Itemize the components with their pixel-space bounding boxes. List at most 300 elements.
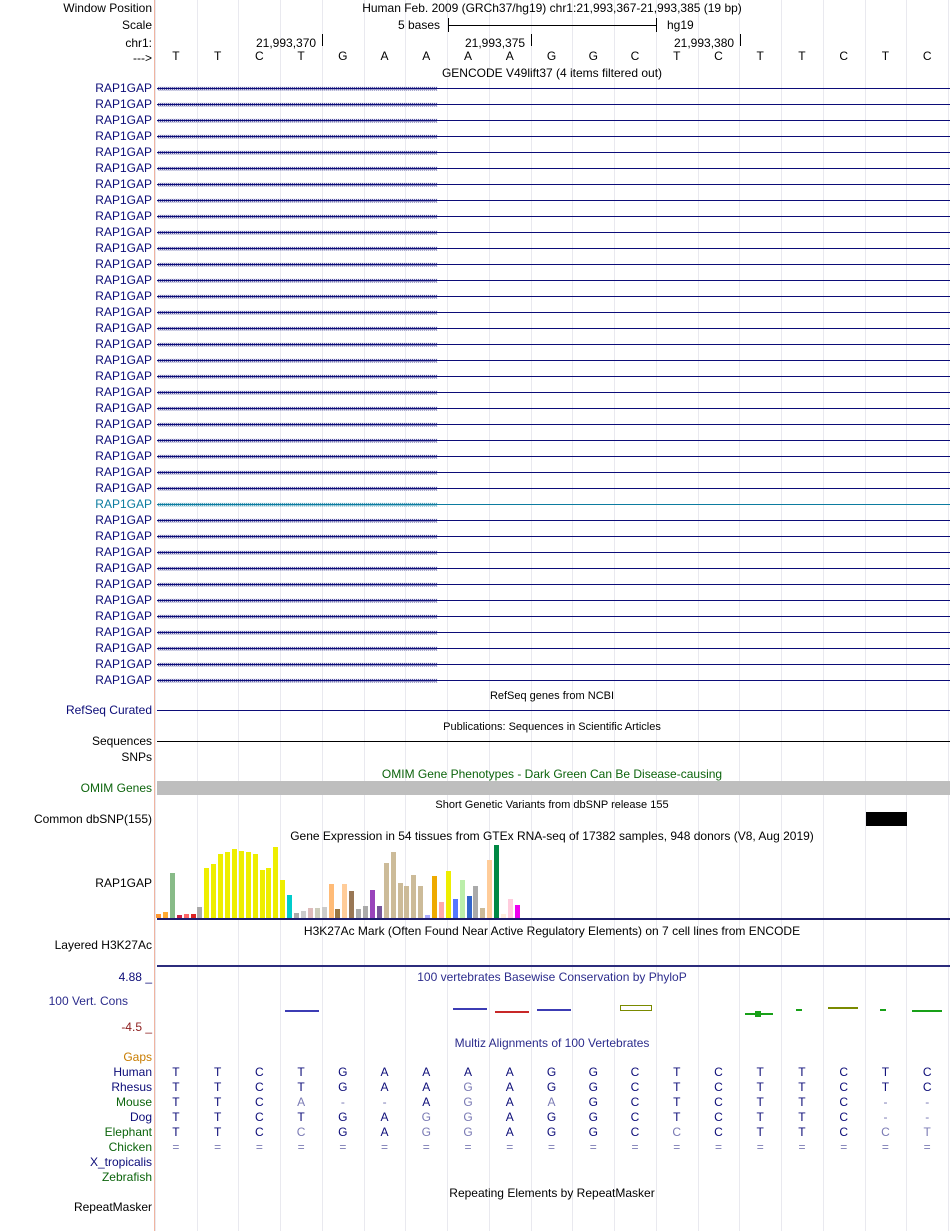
alignment-base: C [630,1125,640,1139]
gtex-tissue-bar[interactable] [218,854,223,918]
phylop-min-label: -4.5 _ [121,1020,152,1034]
base-letter: T [756,49,764,63]
omim-genes-label[interactable]: OMIM Genes [80,781,152,795]
alignment-base: T [923,1125,931,1139]
scale-bar-right-end [656,18,657,32]
alignment-base: C [881,1125,890,1139]
gtex-tissue-bar[interactable] [480,908,485,918]
strand-direction-arrows: ‹‹‹‹‹‹‹‹‹‹‹‹‹‹‹‹‹‹‹‹‹‹‹‹‹‹‹‹‹‹‹‹‹‹‹‹‹‹‹‹‹‹‹‹‹‹‹‹‹‹‹‹‹‹‹‹‹‹‹‹‹‹‹‹‹‹‹‹‹‹‹‹‹‹‹‹‹‹‹‹‹‹‹‹‹‹‹‹‹‹‹‹‹‹‹‹‹‹‹‹‹‹‹‹‹‹‹‹‹‹‹‹‹‹‹‹‹‹‹‹‹‹‹‹‹‹‹‹‹‹‹‹‹‹‹‹‹‹‹‹ [157,421,437,428]
alignment-base: C [255,1110,264,1124]
gtex-tissue-bar[interactable] [384,863,389,918]
gtex-tissue-bar[interactable] [432,876,437,918]
alignment-base: C [630,1095,640,1109]
alignment-base: T [756,1095,764,1109]
base-letter: C [839,49,849,63]
strand-direction-arrows: ‹‹‹‹‹‹‹‹‹‹‹‹‹‹‹‹‹‹‹‹‹‹‹‹‹‹‹‹‹‹‹‹‹‹‹‹‹‹‹‹‹‹‹‹‹‹‹‹‹‹‹‹‹‹‹‹‹‹‹‹‹‹‹‹‹‹‹‹‹‹‹‹‹‹‹‹‹‹‹‹‹‹‹‹‹‹‹‹‹‹‹‹‹‹‹‹‹‹‹‹‹‹‹‹‹‹‹‹‹‹‹‹‹‹‹‹‹‹‹‹‹‹‹‹‹‹‹‹‹‹‹‹‹‹‹‹‹‹‹‹ [157,597,437,604]
alignment-base: A [505,1125,514,1139]
gtex-tissue-bar[interactable] [211,864,216,918]
alignment-base: = [214,1140,222,1154]
phylop-track-title: 100 vertebrates Basewise Conservation by PhyloP [417,970,687,984]
gtex-tissue-bar[interactable] [411,875,416,918]
alignment-base: C [255,1065,264,1079]
strand-direction-arrows: ‹‹‹‹‹‹‹‹‹‹‹‹‹‹‹‹‹‹‹‹‹‹‹‹‹‹‹‹‹‹‹‹‹‹‹‹‹‹‹‹‹‹‹‹‹‹‹‹‹‹‹‹‹‹‹‹‹‹‹‹‹‹‹‹‹‹‹‹‹‹‹‹‹‹‹‹‹‹‹‹‹‹‹‹‹‹‹‹‹‹‹‹‹‹‹‹‹‹‹‹‹‹‹‹‹‹‹‹‹‹‹‹‹‹‹‹‹‹‹‹‹‹‹‹‹‹‹‹‹‹‹‹‹‹‹‹‹‹‹‹ [157,85,437,92]
alignment-base: = [172,1140,180,1154]
strand-direction-arrows: ‹‹‹‹‹‹‹‹‹‹‹‹‹‹‹‹‹‹‹‹‹‹‹‹‹‹‹‹‹‹‹‹‹‹‹‹‹‹‹‹‹‹‹‹‹‹‹‹‹‹‹‹‹‹‹‹‹‹‹‹‹‹‹‹‹‹‹‹‹‹‹‹‹‹‹‹‹‹‹‹‹‹‹‹‹‹‹‹‹‹‹‹‹‹‹‹‹‹‹‹‹‹‹‹‹‹‹‹‹‹‹‹‹‹‹‹‹‹‹‹‹‹‹‹‹‹‹‹‹‹‹‹‹‹‹‹‹‹‹‹ [157,373,437,380]
gtex-tissue-bar[interactable] [225,852,230,918]
alignment-base: A [505,1080,514,1094]
gtex-tissue-bar[interactable] [170,873,175,918]
alignment-base: T [881,1080,890,1094]
alignment-base: C [922,1065,932,1079]
alignment-base: = [631,1140,639,1154]
base-letter: T [297,49,305,63]
base-letter: A [422,49,431,63]
alignment-base: G [546,1080,557,1094]
alignment-base: G [338,1110,348,1124]
gencode-transcript-label[interactable]: RAP1GAP [95,657,152,671]
h3k27ac-baseline [157,965,950,967]
gtex-tissue-bar[interactable] [356,909,361,918]
alignment-base: C [839,1110,849,1124]
alignment-base: T [172,1125,180,1139]
strand-direction-arrows: ‹‹‹‹‹‹‹‹‹‹‹‹‹‹‹‹‹‹‹‹‹‹‹‹‹‹‹‹‹‹‹‹‹‹‹‹‹‹‹‹‹‹‹‹‹‹‹‹‹‹‹‹‹‹‹‹‹‹‹‹‹‹‹‹‹‹‹‹‹‹‹‹‹‹‹‹‹‹‹‹‹‹‹‹‹‹‹‹‹‹‹‹‹‹‹‹‹‹‹‹‹‹‹‹‹‹‹‹‹‹‹‹‹‹‹‹‹‹‹‹‹‹‹‹‹‹‹‹‹‹‹‹‹‹‹‹‹‹‹‹ [157,101,437,108]
gencode-transcript-label[interactable]: RAP1GAP [95,305,152,319]
alignment-base: = [589,1140,597,1154]
layered-h3k27ac-label[interactable]: Layered H3K27Ac [54,938,152,952]
gencode-transcript-label[interactable]: RAP1GAP [95,241,152,255]
gencode-transcript-label[interactable]: RAP1GAP [95,625,152,639]
h3k27ac-track-title: H3K27Ac Mark (Often Found Near Active Regulatory Elements) on 7 cell lines from ENCODE [303,924,801,938]
alignment-base: T [673,1080,681,1094]
alignment-base: G [588,1080,598,1094]
phylop-mark-4 [537,1009,571,1011]
gencode-transcript-label[interactable]: RAP1GAP [95,385,152,399]
gencode-transcript-label[interactable]: RAP1GAP [95,417,152,431]
gencode-transcript-label[interactable]: RAP1GAP [95,337,152,351]
alignment-base: G [338,1125,348,1139]
base-letter: A [464,49,473,63]
gtex-tissue-bar[interactable] [467,896,472,918]
gencode-transcript-label[interactable]: RAP1GAP [95,81,152,95]
base-letter: T [673,49,681,63]
strand-direction-arrows: ‹‹‹‹‹‹‹‹‹‹‹‹‹‹‹‹‹‹‹‹‹‹‹‹‹‹‹‹‹‹‹‹‹‹‹‹‹‹‹‹‹‹‹‹‹‹‹‹‹‹‹‹‹‹‹‹‹‹‹‹‹‹‹‹‹‹‹‹‹‹‹‹‹‹‹‹‹‹‹‹‹‹‹‹‹‹‹‹‹‹‹‹‹‹‹‹‹‹‹‹‹‹‹‹‹‹‹‹‹‹‹‹‹‹‹‹‹‹‹‹‹‹‹‹‹‹‹‹‹‹‹‹‹‹‹‹‹‹‹‹ [157,309,437,316]
common-dbsnp-label[interactable]: Common dbSNP(155) [33,812,152,826]
strand-direction-arrows: ‹‹‹‹‹‹‹‹‹‹‹‹‹‹‹‹‹‹‹‹‹‹‹‹‹‹‹‹‹‹‹‹‹‹‹‹‹‹‹‹‹‹‹‹‹‹‹‹‹‹‹‹‹‹‹‹‹‹‹‹‹‹‹‹‹‹‹‹‹‹‹‹‹‹‹‹‹‹‹‹‹‹‹‹‹‹‹‹‹‹‹‹‹‹‹‹‹‹‹‹‹‹‹‹‹‹‹‹‹‹‹‹‹‹‹‹‹‹‹‹‹‹‹‹‹‹‹‹‹‹‹‹‹‹‹‹‹‹‹‹ [157,213,437,220]
alignment-base: G [588,1125,598,1139]
alignment-base: A [464,1065,473,1079]
gencode-track-title: GENCODE V49lift37 (4 items filtered out) [441,66,663,80]
alignment-base: T [297,1080,305,1094]
gencode-transcript-label[interactable]: RAP1GAP [95,449,152,463]
base-letter: G [546,49,557,63]
strand-direction-arrows: ‹‹‹‹‹‹‹‹‹‹‹‹‹‹‹‹‹‹‹‹‹‹‹‹‹‹‹‹‹‹‹‹‹‹‹‹‹‹‹‹‹‹‹‹‹‹‹‹‹‹‹‹‹‹‹‹‹‹‹‹‹‹‹‹‹‹‹‹‹‹‹‹‹‹‹‹‹‹‹‹‹‹‹‹‹‹‹‹‹‹‹‹‹‹‹‹‹‹‹‹‹‹‹‹‹‹‹‹‹‹‹‹‹‹‹‹‹‹‹‹‹‹‹‹‹‹‹‹‹‹‹‹‹‹‹‹‹‹‹‹ [157,245,437,252]
alignment-base: C [672,1125,682,1139]
gtex-tissue-bar[interactable] [280,880,285,918]
gtex-tissue-bar[interactable] [439,902,444,918]
phylop-mark-7 [755,1011,761,1017]
gtex-tissue-bar[interactable] [473,886,478,918]
alignment-base: G [546,1125,557,1139]
base-letter: C [922,49,932,63]
gtex-tissue-bar[interactable] [487,860,492,918]
position-title: Human Feb. 2009 (GRCh37/hg19) chr1:21,993,367-21,993,385 (19 bp) [362,1,742,15]
gencode-transcript-label[interactable]: RAP1GAP [95,529,152,543]
alignment-base: = [714,1140,722,1154]
omim-track-title: OMIM Gene Phenotypes - Dark Green Can Be Disease-causing [381,767,723,781]
alignment-base: A [422,1065,431,1079]
strand-direction-arrows: ‹‹‹‹‹‹‹‹‹‹‹‹‹‹‹‹‹‹‹‹‹‹‹‹‹‹‹‹‹‹‹‹‹‹‹‹‹‹‹‹‹‹‹‹‹‹‹‹‹‹‹‹‹‹‹‹‹‹‹‹‹‹‹‹‹‹‹‹‹‹‹‹‹‹‹‹‹‹‹‹‹‹‹‹‹‹‹‹‹‹‹‹‹‹‹‹‹‹‹‹‹‹‹‹‹‹‹‹‹‹‹‹‹‹‹‹‹‹‹‹‹‹‹‹‹‹‹‹‹‹‹‹‹‹‹‹‹‹‹‹ [157,133,437,140]
alignment-base: G [338,1065,348,1079]
gencode-transcript-label[interactable]: RAP1GAP [95,257,152,271]
alignment-base: A [380,1080,389,1094]
gencode-transcript-label[interactable]: RAP1GAP [95,513,152,527]
strand-direction-arrows: ‹‹‹‹‹‹‹‹‹‹‹‹‹‹‹‹‹‹‹‹‹‹‹‹‹‹‹‹‹‹‹‹‹‹‹‹‹‹‹‹‹‹‹‹‹‹‹‹‹‹‹‹‹‹‹‹‹‹‹‹‹‹‹‹‹‹‹‹‹‹‹‹‹‹‹‹‹‹‹‹‹‹‹‹‹‹‹‹‹‹‹‹‹‹‹‹‹‹‹‹‹‹‹‹‹‹‹‹‹‹‹‹‹‹‹‹‹‹‹‹‹‹‹‹‹‹‹‹‹‹‹‹‹‹‹‹‹‹‹‹ [157,149,437,156]
alignment-base: - [340,1095,345,1109]
alignment-base: G [588,1095,598,1109]
gtex-tissue-bar[interactable] [253,854,258,918]
alignment-base: G [463,1080,473,1094]
strand-direction-arrows: ‹‹‹‹‹‹‹‹‹‹‹‹‹‹‹‹‹‹‹‹‹‹‹‹‹‹‹‹‹‹‹‹‹‹‹‹‹‹‹‹‹‹‹‹‹‹‹‹‹‹‹‹‹‹‹‹‹‹‹‹‹‹‹‹‹‹‹‹‹‹‹‹‹‹‹‹‹‹‹‹‹‹‹‹‹‹‹‹‹‹‹‹‹‹‹‹‹‹‹‹‹‹‹‹‹‹‹‹‹‹‹‹‹‹‹‹‹‹‹‹‹‹‹‹‹‹‹‹‹‹‹‹‹‹‹‹‹‹‹‹ [157,341,437,348]
gtex-tissue-bar[interactable] [494,845,499,918]
alignment-base: C [255,1080,264,1094]
species-label-human[interactable]: Human [113,1065,152,1079]
gencode-transcript-label[interactable]: RAP1GAP [95,225,152,239]
gencode-transcript-label[interactable]: RAP1GAP [95,193,152,207]
strand-direction-arrows: ‹‹‹‹‹‹‹‹‹‹‹‹‹‹‹‹‹‹‹‹‹‹‹‹‹‹‹‹‹‹‹‹‹‹‹‹‹‹‹‹‹‹‹‹‹‹‹‹‹‹‹‹‹‹‹‹‹‹‹‹‹‹‹‹‹‹‹‹‹‹‹‹‹‹‹‹‹‹‹‹‹‹‹‹‹‹‹‹‹‹‹‹‹‹‹‹‹‹‹‹‹‹‹‹‹‹‹‹‹‹‹‹‹‹‹‹‹‹‹‹‹‹‹‹‹‹‹‹‹‹‹‹‹‹‹‹‹‹‹‹ [157,485,437,492]
alignment-base: = [923,1140,931,1154]
gencode-transcript-label[interactable]: RAP1GAP [95,401,152,415]
alignment-base: T [213,1125,222,1139]
refseq-curated-label[interactable]: RefSeq Curated [65,703,152,717]
base-letter: C [714,49,723,63]
alignment-base: T [756,1065,764,1079]
alignment-base: - [883,1110,888,1124]
alignment-base: - [925,1095,930,1109]
gtex-tissue-bar[interactable] [453,899,458,918]
window-position-label[interactable]: Window Position [63,1,152,15]
base-letter: C [255,49,264,63]
gencode-transcript-label[interactable]: RAP1GAP [95,497,152,511]
strand-direction-arrows: ‹‹‹‹‹‹‹‹‹‹‹‹‹‹‹‹‹‹‹‹‹‹‹‹‹‹‹‹‹‹‹‹‹‹‹‹‹‹‹‹‹‹‹‹‹‹‹‹‹‹‹‹‹‹‹‹‹‹‹‹‹‹‹‹‹‹‹‹‹‹‹‹‹‹‹‹‹‹‹‹‹‹‹‹‹‹‹‹‹‹‹‹‹‹‹‹‹‹‹‹‹‹‹‹‹‹‹‹‹‹‹‹‹‹‹‹‹‹‹‹‹‹‹‹‹‹‹‹‹‹‹‹‹‹‹‹‹‹‹‹ [157,389,437,396]
gtex-tissue-bar[interactable] [301,911,306,918]
gtex-tissue-bar[interactable] [398,883,403,918]
repeatmasker-label[interactable]: RepeatMasker [73,1200,152,1214]
gencode-transcript-label[interactable]: RAP1GAP [95,209,152,223]
alignment-base: G [588,1110,598,1124]
base-sequence [0,49,950,65]
strand-direction-arrows: ‹‹‹‹‹‹‹‹‹‹‹‹‹‹‹‹‹‹‹‹‹‹‹‹‹‹‹‹‹‹‹‹‹‹‹‹‹‹‹‹‹‹‹‹‹‹‹‹‹‹‹‹‹‹‹‹‹‹‹‹‹‹‹‹‹‹‹‹‹‹‹‹‹‹‹‹‹‹‹‹‹‹‹‹‹‹‹‹‹‹‹‹‹‹‹‹‹‹‹‹‹‹‹‹‹‹‹‹‹‹‹‹‹‹‹‹‹‹‹‹‹‹‹‹‹‹‹‹‹‹‹‹‹‹‹‹‹‹‹‹ [157,469,437,476]
gtex-tissue-bar[interactable] [335,909,340,918]
phylop-mark-8 [796,1009,802,1011]
strand-direction-arrows: ‹‹‹‹‹‹‹‹‹‹‹‹‹‹‹‹‹‹‹‹‹‹‹‹‹‹‹‹‹‹‹‹‹‹‹‹‹‹‹‹‹‹‹‹‹‹‹‹‹‹‹‹‹‹‹‹‹‹‹‹‹‹‹‹‹‹‹‹‹‹‹‹‹‹‹‹‹‹‹‹‹‹‹‹‹‹‹‹‹‹‹‹‹‹‹‹‹‹‹‹‹‹‹‹‹‹‹‹‹‹‹‹‹‹‹‹‹‹‹‹‹‹‹‹‹‹‹‹‹‹‹‹‹‹‹‹‹‹‹‹ [157,533,437,540]
strand-direction-arrows: ‹‹‹‹‹‹‹‹‹‹‹‹‹‹‹‹‹‹‹‹‹‹‹‹‹‹‹‹‹‹‹‹‹‹‹‹‹‹‹‹‹‹‹‹‹‹‹‹‹‹‹‹‹‹‹‹‹‹‹‹‹‹‹‹‹‹‹‹‹‹‹‹‹‹‹‹‹‹‹‹‹‹‹‹‹‹‹‹‹‹‹‹‹‹‹‹‹‹‹‹‹‹‹‹‹‹‹‹‹‹‹‹‹‹‹‹‹‹‹‹‹‹‹‹‹‹‹‹‹‹‹‹‹‹‹‹‹‹‹‹ [157,517,437,524]
alignment-base: A [505,1065,514,1079]
gencode-transcript-label[interactable]: RAP1GAP [95,161,152,175]
alignment-base: T [673,1095,681,1109]
gtex-tissue-bar[interactable] [460,880,465,918]
alignment-base: A [505,1095,514,1109]
gencode-transcript-label[interactable]: RAP1GAP [95,481,152,495]
multiz-track-title: Multiz Alignments of 100 Vertebrates [454,1036,650,1050]
strand-label[interactable]: ---> [133,51,152,65]
gtex-expression-chart[interactable] [156,843,556,918]
gtex-tissue-bar[interactable] [391,852,396,918]
strand-direction-arrows: ‹‹‹‹‹‹‹‹‹‹‹‹‹‹‹‹‹‹‹‹‹‹‹‹‹‹‹‹‹‹‹‹‹‹‹‹‹‹‹‹‹‹‹‹‹‹‹‹‹‹‹‹‹‹‹‹‹‹‹‹‹‹‹‹‹‹‹‹‹‹‹‹‹‹‹‹‹‹‹‹‹‹‹‹‹‹‹‹‹‹‹‹‹‹‹‹‹‹‹‹‹‹‹‹‹‹‹‹‹‹‹‹‹‹‹‹‹‹‹‹‹‹‹‹‹‹‹‹‹‹‹‹‹‹‹‹‹‹‹‹ [157,453,437,460]
base-letter: G [588,49,598,63]
alignment-base: = [422,1140,430,1154]
strand-direction-arrows: ‹‹‹‹‹‹‹‹‹‹‹‹‹‹‹‹‹‹‹‹‹‹‹‹‹‹‹‹‹‹‹‹‹‹‹‹‹‹‹‹‹‹‹‹‹‹‹‹‹‹‹‹‹‹‹‹‹‹‹‹‹‹‹‹‹‹‹‹‹‹‹‹‹‹‹‹‹‹‹‹‹‹‹‹‹‹‹‹‹‹‹‹‹‹‹‹‹‹‹‹‹‹‹‹‹‹‹‹‹‹‹‹‹‹‹‹‹‹‹‹‹‹‹‹‹‹‹‹‹‹‹‹‹‹‹‹‹‹‹‹ [157,277,437,284]
alignment-base: = [381,1140,389,1154]
base-letter: T [798,49,806,63]
alignment-base: T [297,1065,305,1079]
strand-direction-arrows: ‹‹‹‹‹‹‹‹‹‹‹‹‹‹‹‹‹‹‹‹‹‹‹‹‹‹‹‹‹‹‹‹‹‹‹‹‹‹‹‹‹‹‹‹‹‹‹‹‹‹‹‹‹‹‹‹‹‹‹‹‹‹‹‹‹‹‹‹‹‹‹‹‹‹‹‹‹‹‹‹‹‹‹‹‹‹‹‹‹‹‹‹‹‹‹‹‹‹‹‹‹‹‹‹‹‹‹‹‹‹‹‹‹‹‹‹‹‹‹‹‹‹‹‹‹‹‹‹‹‹‹‹‹‹‹‹‹‹‹‹ [157,261,437,268]
gtex-tissue-bar[interactable] [273,847,278,918]
alignment-base: T [172,1065,180,1079]
gtex-tissue-bar[interactable] [232,849,237,918]
gencode-transcript-label[interactable]: RAP1GAP [95,129,152,143]
alignment-base: C [714,1080,723,1094]
alignment-base: = [255,1140,263,1154]
phylop-mark-2 [453,1008,487,1010]
base-letter: G [338,49,348,63]
gtex-tissue-bar[interactable] [370,890,375,918]
alignment-base: C [839,1125,849,1139]
alignment-base: T [297,1110,305,1124]
phylop-mark-11 [912,1010,942,1012]
gtex-tissue-bar[interactable] [308,908,313,918]
gtex-tissue-bar[interactable] [342,884,347,918]
strand-direction-arrows: ‹‹‹‹‹‹‹‹‹‹‹‹‹‹‹‹‹‹‹‹‹‹‹‹‹‹‹‹‹‹‹‹‹‹‹‹‹‹‹‹‹‹‹‹‹‹‹‹‹‹‹‹‹‹‹‹‹‹‹‹‹‹‹‹‹‹‹‹‹‹‹‹‹‹‹‹‹‹‹‹‹‹‹‹‹‹‹‹‹‹‹‹‹‹‹‹‹‹‹‹‹‹‹‹‹‹‹‹‹‹‹‹‹‹‹‹‹‹‹‹‹‹‹‹‹‹‹‹‹‹‹‹‹‹‹‹‹‹‹‹ [157,117,437,124]
strand-direction-arrows: ‹‹‹‹‹‹‹‹‹‹‹‹‹‹‹‹‹‹‹‹‹‹‹‹‹‹‹‹‹‹‹‹‹‹‹‹‹‹‹‹‹‹‹‹‹‹‹‹‹‹‹‹‹‹‹‹‹‹‹‹‹‹‹‹‹‹‹‹‹‹‹‹‹‹‹‹‹‹‹‹‹‹‹‹‹‹‹‹‹‹‹‹‹‹‹‹‹‹‹‹‹‹‹‹‹‹‹‹‹‹‹‹‹‹‹‹‹‹‹‹‹‹‹‹‹‹‹‹‹‹‹‹‹‹‹‹‹‹‹‹ [157,645,437,652]
publications-sequence-line[interactable] [157,741,950,742]
gtex-tissue-bar[interactable] [322,907,327,918]
base-letter: T [172,49,180,63]
alignment-base: A [380,1065,389,1079]
scale-bar-left-end [448,18,449,32]
gtex-track-title: Gene Expression in 54 tissues from GTEx RNA-seq of 17382 samples, 948 donors (V8, Aug 2019) [290,829,814,843]
strand-direction-arrows: ‹‹‹‹‹‹‹‹‹‹‹‹‹‹‹‹‹‹‹‹‹‹‹‹‹‹‹‹‹‹‹‹‹‹‹‹‹‹‹‹‹‹‹‹‹‹‹‹‹‹‹‹‹‹‹‹‹‹‹‹‹‹‹‹‹‹‹‹‹‹‹‹‹‹‹‹‹‹‹‹‹‹‹‹‹‹‹‹‹‹‹‹‹‹‹‹‹‹‹‹‹‹‹‹‹‹‹‹‹‹‹‹‹‹‹‹‹‹‹‹‹‹‹‹‹‹‹‹‹‹‹‹‹‹‹‹‹‹‹‹ [157,613,437,620]
alignment-base: T [673,1110,681,1124]
gtex-tissue-bar[interactable] [349,891,354,918]
alignment-base: G [463,1110,473,1124]
gtex-tissue-bar[interactable] [197,907,202,918]
species-label-mouse[interactable]: Mouse [115,1095,152,1109]
phylop-mark-10 [880,1009,886,1011]
species-label-elephant[interactable]: Elephant [104,1125,152,1139]
strand-direction-arrows: ‹‹‹‹‹‹‹‹‹‹‹‹‹‹‹‹‹‹‹‹‹‹‹‹‹‹‹‹‹‹‹‹‹‹‹‹‹‹‹‹‹‹‹‹‹‹‹‹‹‹‹‹‹‹‹‹‹‹‹‹‹‹‹‹‹‹‹‹‹‹‹‹‹‹‹‹‹‹‹‹‹‹‹‹‹‹‹‹‹‹‹‹‹‹‹‹‹‹‹‹‹‹‹‹‹‹‹‹‹‹‹‹‹‹‹‹‹‹‹‹‹‹‹‹‹‹‹‹‹‹‹‹‹‹‹‹‹‹‹‹ [157,661,437,668]
gencode-transcript-label[interactable]: RAP1GAP [95,609,152,623]
species-label-zebrafish[interactable]: Zebrafish [101,1170,152,1184]
alignment-base: C [630,1080,640,1094]
phylop-mark-1 [285,1010,319,1012]
alignment-base: G [421,1125,431,1139]
gencode-transcript-label[interactable]: RAP1GAP [95,177,152,191]
scale-bar [448,25,657,26]
alignment-base: G [463,1125,473,1139]
gencode-transcript-label[interactable]: RAP1GAP [95,145,152,159]
alignment-base: T [213,1065,222,1079]
gencode-transcript-label[interactable]: RAP1GAP [95,673,152,687]
publications-track-title: Publications: Sequences in Scientific Articles [443,721,661,733]
repeatmasker-track-title: Repeating Elements by RepeatMasker [449,1186,655,1200]
alignment-base: = [548,1140,556,1154]
alignment-base: T [798,1095,806,1109]
gtex-tissue-bar[interactable] [260,870,265,918]
snps-label[interactable]: SNPs [121,750,152,764]
refseq-gene-line[interactable] [157,710,950,711]
alignment-base: C [255,1095,264,1109]
phylop-label[interactable]: 100 Vert. Cons [48,994,128,1008]
species-label-dog[interactable]: Dog [129,1110,152,1124]
alignment-base: C [839,1065,849,1079]
alignment-base: = [881,1140,889,1154]
gencode-transcript-label[interactable]: RAP1GAP [95,465,152,479]
alignment-base: A [422,1080,431,1094]
position-tick-3 [740,34,741,46]
alignment-base: G [546,1065,557,1079]
gtex-gene-label[interactable]: RAP1GAP [95,876,152,890]
strand-direction-arrows: ‹‹‹‹‹‹‹‹‹‹‹‹‹‹‹‹‹‹‹‹‹‹‹‹‹‹‹‹‹‹‹‹‹‹‹‹‹‹‹‹‹‹‹‹‹‹‹‹‹‹‹‹‹‹‹‹‹‹‹‹‹‹‹‹‹‹‹‹‹‹‹‹‹‹‹‹‹‹‹‹‹‹‹‹‹‹‹‹‹‹‹‹‹‹‹‹‹‹‹‹‹‹‹‹‹‹‹‹‹‹‹‹‹‹‹‹‹‹‹‹‹‹‹‹‹‹‹‹‹‹‹‹‹‹‹‹‹‹‹‹ [157,437,437,444]
gencode-transcript-label[interactable]: RAP1GAP [95,113,152,127]
gtex-tissue-bar[interactable] [266,868,271,918]
gtex-tissue-bar[interactable] [404,886,409,918]
dbsnp-variant[interactable] [866,812,907,826]
gencode-transcript-label[interactable]: RAP1GAP [95,641,152,655]
alignment-base: T [798,1110,806,1124]
species-label-chicken[interactable]: Chicken [108,1140,152,1154]
alignment-base: T [172,1110,180,1124]
base-letter: C [630,49,640,63]
alignment-base: C [296,1125,306,1139]
strand-direction-arrows: ‹‹‹‹‹‹‹‹‹‹‹‹‹‹‹‹‹‹‹‹‹‹‹‹‹‹‹‹‹‹‹‹‹‹‹‹‹‹‹‹‹‹‹‹‹‹‹‹‹‹‹‹‹‹‹‹‹‹‹‹‹‹‹‹‹‹‹‹‹‹‹‹‹‹‹‹‹‹‹‹‹‹‹‹‹‹‹‹‹‹‹‹‹‹‹‹‹‹‹‹‹‹‹‹‹‹‹‹‹‹‹‹‹‹‹‹‹‹‹‹‹‹‹‹‹‹‹‹‹‹‹‹‹‹‹‹‹‹‹‹ [157,229,437,236]
alignment-base: A [547,1095,556,1109]
alignment-base: = [506,1140,514,1154]
gencode-transcript-label[interactable]: RAP1GAP [95,353,152,367]
gaps-label[interactable]: Gaps [123,1050,152,1064]
gtex-tissue-bar[interactable] [315,908,320,918]
species-label-x_tropicalis[interactable]: X_tropicalis [89,1155,152,1169]
alignment-base: = [756,1140,764,1154]
refseq-track-title: RefSeq genes from NCBI [489,690,615,702]
gtex-tissue-bar[interactable] [446,871,451,918]
position-label-3: 21,993,380 [674,36,735,50]
alignment-base: C [255,1125,264,1139]
alignment-base: C [714,1125,723,1139]
strand-direction-arrows: ‹‹‹‹‹‹‹‹‹‹‹‹‹‹‹‹‹‹‹‹‹‹‹‹‹‹‹‹‹‹‹‹‹‹‹‹‹‹‹‹‹‹‹‹‹‹‹‹‹‹‹‹‹‹‹‹‹‹‹‹‹‹‹‹‹‹‹‹‹‹‹‹‹‹‹‹‹‹‹‹‹‹‹‹‹‹‹‹‹‹‹‹‹‹‹‹‹‹‹‹‹‹‹‹‹‹‹‹‹‹‹‹‹‹‹‹‹‹‹‹‹‹‹‹‹‹‹‹‹‹‹‹‹‹‹‹‹‹‹‹ [157,357,437,364]
phylop-mark-3 [495,1011,529,1013]
gtex-baseline [157,918,950,920]
strand-direction-arrows: ‹‹‹‹‹‹‹‹‹‹‹‹‹‹‹‹‹‹‹‹‹‹‹‹‹‹‹‹‹‹‹‹‹‹‹‹‹‹‹‹‹‹‹‹‹‹‹‹‹‹‹‹‹‹‹‹‹‹‹‹‹‹‹‹‹‹‹‹‹‹‹‹‹‹‹‹‹‹‹‹‹‹‹‹‹‹‹‹‹‹‹‹‹‹‹‹‹‹‹‹‹‹‹‹‹‹‹‹‹‹‹‹‹‹‹‹‹‹‹‹‹‹‹‹‹‹‹‹‹‹‹‹‹‹‹‹‹‹‹‹ [157,405,437,412]
strand-direction-arrows: ‹‹‹‹‹‹‹‹‹‹‹‹‹‹‹‹‹‹‹‹‹‹‹‹‹‹‹‹‹‹‹‹‹‹‹‹‹‹‹‹‹‹‹‹‹‹‹‹‹‹‹‹‹‹‹‹‹‹‹‹‹‹‹‹‹‹‹‹‹‹‹‹‹‹‹‹‹‹‹‹‹‹‹‹‹‹‹‹‹‹‹‹‹‹‹‹‹‹‹‹‹‹‹‹‹‹‹‹‹‹‹‹‹‹‹‹‹‹‹‹‹‹‹‹‹‹‹‹‹‹‹‹‹‹‹‹‹‹‹‹ [157,197,437,204]
base-letter: A [505,49,514,63]
strand-direction-arrows: ‹‹‹‹‹‹‹‹‹‹‹‹‹‹‹‹‹‹‹‹‹‹‹‹‹‹‹‹‹‹‹‹‹‹‹‹‹‹‹‹‹‹‹‹‹‹‹‹‹‹‹‹‹‹‹‹‹‹‹‹‹‹‹‹‹‹‹‹‹‹‹‹‹‹‹‹‹‹‹‹‹‹‹‹‹‹‹‹‹‹‹‹‹‹‹‹‹‹‹‹‹‹‹‹‹‹‹‹‹‹‹‹‹‹‹‹‹‹‹‹‹‹‹‹‹‹‹‹‹‹‹‹‹‹‹‹‹‹‹‹ [157,581,437,588]
scale-label[interactable]: Scale [121,18,152,32]
alignment-base: T [756,1110,764,1124]
omim-gene-block[interactable] [157,781,950,795]
alignment-base: T [798,1065,806,1079]
gencode-transcript-label[interactable]: RAP1GAP [95,273,152,287]
alignment-base: C [839,1080,849,1094]
alignment-base: T [172,1095,180,1109]
gtex-tissue-bar[interactable] [204,868,209,918]
position-tick-2 [531,34,532,46]
alignment-base: T [756,1080,764,1094]
scale-text: 5 bases [398,18,441,32]
alignment-base: - [925,1110,930,1124]
gtex-tissue-bar[interactable] [515,905,520,918]
alignment-base: = [339,1140,347,1154]
gencode-transcript-label[interactable]: RAP1GAP [95,97,152,111]
gencode-transcript-label[interactable]: RAP1GAP [95,289,152,303]
strand-direction-arrows: ‹‹‹‹‹‹‹‹‹‹‹‹‹‹‹‹‹‹‹‹‹‹‹‹‹‹‹‹‹‹‹‹‹‹‹‹‹‹‹‹‹‹‹‹‹‹‹‹‹‹‹‹‹‹‹‹‹‹‹‹‹‹‹‹‹‹‹‹‹‹‹‹‹‹‹‹‹‹‹‹‹‹‹‹‹‹‹‹‹‹‹‹‹‹‹‹‹‹‹‹‹‹‹‹‹‹‹‹‹‹‹‹‹‹‹‹‹‹‹‹‹‹‹‹‹‹‹‹‹‹‹‹‹‹‹‹‹‹‹‹ [157,165,437,172]
dbsnp-track-title: Short Genetic Variants from dbSNP release 155 [435,799,669,811]
strand-direction-arrows: ‹‹‹‹‹‹‹‹‹‹‹‹‹‹‹‹‹‹‹‹‹‹‹‹‹‹‹‹‹‹‹‹‹‹‹‹‹‹‹‹‹‹‹‹‹‹‹‹‹‹‹‹‹‹‹‹‹‹‹‹‹‹‹‹‹‹‹‹‹‹‹‹‹‹‹‹‹‹‹‹‹‹‹‹‹‹‹‹‹‹‹‹‹‹‹‹‹‹‹‹‹‹‹‹‹‹‹‹‹‹‹‹‹‹‹‹‹‹‹‹‹‹‹‹‹‹‹‹‹‹‹‹‹‹‹‹‹‹‹‹ [157,629,437,636]
scale-db: hg19 [667,18,694,32]
alignment-base: T [798,1080,806,1094]
strand-direction-arrows: ‹‹‹‹‹‹‹‹‹‹‹‹‹‹‹‹‹‹‹‹‹‹‹‹‹‹‹‹‹‹‹‹‹‹‹‹‹‹‹‹‹‹‹‹‹‹‹‹‹‹‹‹‹‹‹‹‹‹‹‹‹‹‹‹‹‹‹‹‹‹‹‹‹‹‹‹‹‹‹‹‹‹‹‹‹‹‹‹‹‹‹‹‹‹‹‹‹‹‹‹‹‹‹‹‹‹‹‹‹‹‹‹‹‹‹‹‹‹‹‹‹‹‹‹‹‹‹‹‹‹‹‹‹‹‹‹‹‹‹‹ [157,677,437,684]
gencode-transcript-label[interactable]: RAP1GAP [95,433,152,447]
position-tick-1 [322,34,323,46]
gtex-tissue-bar[interactable] [246,852,251,918]
base-letter: A [380,49,389,63]
gencode-transcript-label[interactable]: RAP1GAP [95,369,152,383]
alignment-base: A [422,1095,431,1109]
alignment-base: C [922,1080,932,1094]
chr-label[interactable]: chr1: [125,36,152,50]
alignment-base: T [172,1080,180,1094]
alignment-base: G [338,1080,348,1094]
alignment-base: A [505,1110,514,1124]
alignment-base: = [673,1140,681,1154]
alignment-base: C [714,1095,723,1109]
strand-direction-arrows: ‹‹‹‹‹‹‹‹‹‹‹‹‹‹‹‹‹‹‹‹‹‹‹‹‹‹‹‹‹‹‹‹‹‹‹‹‹‹‹‹‹‹‹‹‹‹‹‹‹‹‹‹‹‹‹‹‹‹‹‹‹‹‹‹‹‹‹‹‹‹‹‹‹‹‹‹‹‹‹‹‹‹‹‹‹‹‹‹‹‹‹‹‹‹‹‹‹‹‹‹‹‹‹‹‹‹‹‹‹‹‹‹‹‹‹‹‹‹‹‹‹‹‹‹‹‹‹‹‹‹‹‹‹‹‹‹‹‹‹‹ [157,549,437,556]
gtex-tissue-bar[interactable] [363,906,368,918]
species-label-rhesus[interactable]: Rhesus [111,1080,152,1094]
alignment-base: C [714,1110,723,1124]
alignment-base: - [883,1095,888,1109]
base-grid-line [155,0,156,1231]
strand-direction-arrows: ‹‹‹‹‹‹‹‹‹‹‹‹‹‹‹‹‹‹‹‹‹‹‹‹‹‹‹‹‹‹‹‹‹‹‹‹‹‹‹‹‹‹‹‹‹‹‹‹‹‹‹‹‹‹‹‹‹‹‹‹‹‹‹‹‹‹‹‹‹‹‹‹‹‹‹‹‹‹‹‹‹‹‹‹‹‹‹‹‹‹‹‹‹‹‹‹‹‹‹‹‹‹‹‹‹‹‹‹‹‹‹‹‹‹‹‹‹‹‹‹‹‹‹‹‹‹‹‹‹‹‹‹‹‹‹‹‹‹‹‹ [157,181,437,188]
gtex-tissue-bar[interactable] [377,906,382,918]
alignment-base: G [421,1110,431,1124]
alignment-base: A [297,1095,306,1109]
gtex-tissue-bar[interactable] [287,895,292,918]
alignment-base: = [464,1140,472,1154]
strand-direction-arrows: ‹‹‹‹‹‹‹‹‹‹‹‹‹‹‹‹‹‹‹‹‹‹‹‹‹‹‹‹‹‹‹‹‹‹‹‹‹‹‹‹‹‹‹‹‹‹‹‹‹‹‹‹‹‹‹‹‹‹‹‹‹‹‹‹‹‹‹‹‹‹‹‹‹‹‹‹‹‹‹‹‹‹‹‹‹‹‹‹‹‹‹‹‹‹‹‹‹‹‹‹‹‹‹‹‹‹‹‹‹‹‹‹‹‹‹‹‹‹‹‹‹‹‹‹‹‹‹‹‹‹‹‹‹‹‹‹‹‹‹‹ [157,501,437,508]
gencode-transcript-label[interactable]: RAP1GAP [95,593,152,607]
alignment-base: T [213,1095,222,1109]
alignment-base: C [714,1065,723,1079]
gtex-tissue-bar[interactable] [508,899,513,918]
alignment-base: G [546,1110,557,1124]
sequences-label[interactable]: Sequences [91,734,152,748]
position-label-1: 21,993,370 [256,36,317,50]
gencode-transcript-label[interactable]: RAP1GAP [95,321,152,335]
gencode-transcript-label[interactable]: RAP1GAP [95,545,152,559]
base-letter: T [881,49,890,63]
gencode-transcript-label[interactable]: RAP1GAP [95,561,152,575]
alignment-base: T [213,1110,222,1124]
alignment-base: T [213,1080,222,1094]
gtex-tissue-bar[interactable] [329,884,334,918]
gtex-tissue-bar[interactable] [418,886,423,918]
gencode-transcript-label[interactable]: RAP1GAP [95,577,152,591]
strand-direction-arrows: ‹‹‹‹‹‹‹‹‹‹‹‹‹‹‹‹‹‹‹‹‹‹‹‹‹‹‹‹‹‹‹‹‹‹‹‹‹‹‹‹‹‹‹‹‹‹‹‹‹‹‹‹‹‹‹‹‹‹‹‹‹‹‹‹‹‹‹‹‹‹‹‹‹‹‹‹‹‹‹‹‹‹‹‹‹‹‹‹‹‹‹‹‹‹‹‹‹‹‹‹‹‹‹‹‹‹‹‹‹‹‹‹‹‹‹‹‹‹‹‹‹‹‹‹‹‹‹‹‹‹‹‹‹‹‹‹‹‹‹‹ [157,565,437,572]
phylop-mark-5 [620,1005,652,1011]
gtex-tissue-bar[interactable] [239,851,244,918]
strand-direction-arrows: ‹‹‹‹‹‹‹‹‹‹‹‹‹‹‹‹‹‹‹‹‹‹‹‹‹‹‹‹‹‹‹‹‹‹‹‹‹‹‹‹‹‹‹‹‹‹‹‹‹‹‹‹‹‹‹‹‹‹‹‹‹‹‹‹‹‹‹‹‹‹‹‹‹‹‹‹‹‹‹‹‹‹‹‹‹‹‹‹‹‹‹‹‹‹‹‹‹‹‹‹‹‹‹‹‹‹‹‹‹‹‹‹‹‹‹‹‹‹‹‹‹‹‹‹‹‹‹‹‹‹‹‹‹‹‹‹‹‹‹‹ [157,325,437,332]
position-label-2: 21,993,375 [465,36,526,50]
